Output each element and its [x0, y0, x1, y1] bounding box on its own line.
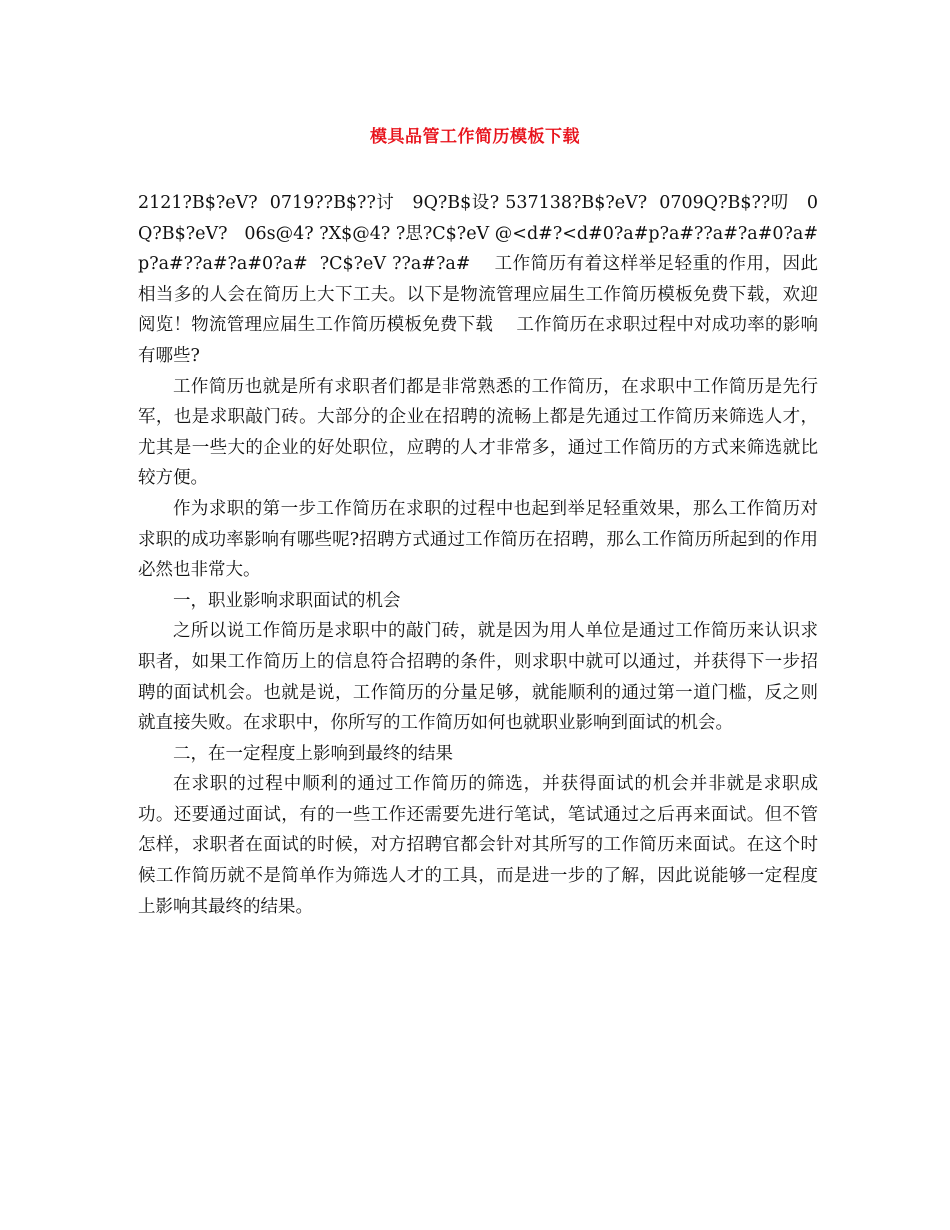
section-heading-2: 二，在一定程度上影响到最终的结果 [173, 743, 453, 764]
document-title: 模具品管工作简历模板下载 [370, 127, 580, 147]
section-heading-1: 一，职业影响求职面试的机会 [173, 590, 401, 611]
paragraph-resume-definition: 工作简历也就是所有求职者们都是非常熟悉的工作简历，在求职中工作简历是先行军，也是求职敲门砖。大部分的企业在招聘的流畅上都是先通过工作简历来筛选人才，尤其是一些大的企业的好处职位，应聘的人才非常多，通过工作简历的方式来筛选就比较方便。 [138, 376, 818, 489]
paragraph-resume-role: 作为求职的第一步工作简历在求职的过程中也起到举足轻重效果，那么工作简历对求职的成功率影响有哪些呢?招聘方式通过工作简历在招聘，那么工作简历所起到的作用必然也非常大。 [138, 498, 818, 581]
document-body [138, 188, 818, 922]
paragraph-section-1: 之所以说工作简历是求职中的敲门砖，就是因为用人单位是通过工作简历来认识求职者，如果工作简历上的信息符合招聘的条件，则求职中就可以通过，并获得下一步招聘的面试机会。也就是说，工作简历的分量足够，就能顺利的通过第一道门槛，反之则就直接失败。在求职中，你所写的工作简历如何也就职业影响到面试的机会。 [138, 621, 818, 734]
paragraph-section-2: 在求职的过程中顺利的通过工作简历的筛选，并获得面试的机会并非就是求职成功。还要通过面试，有的一些工作还需要先进行笔试，笔试通过之后再来面试。但不管怎样，求职者在面试的时候，对方招聘官都会针对其所写的工作简历来面试。在这个时候工作简历就不是简单作为筛选人才的工具，而是进一步的了解，因此说能够一定程度上影响其最终的结果。 [138, 774, 818, 917]
intro-paragraph: 2121?B$?eV? 0719??B$??讨 9Q?B$设? 537138?B$?eV? 0709Q?B$??叨 0Q?B$?eV? 06s@4? ?X$@4? ?思?C$?eV @<d#?<d#0?a#p?a#??a#?a#0?a#p?a#??a#?a#0?a# ?C$?eV ??a#?a# 工作简历有着这样举足轻重的作用，因此相当多的人会在简历上大下工夫。以下是物流管理应届生工作简历模板免费下载，欢迎阅览！物流管理应届生工作简历模板免费下载 工作简历在求职过程中对成功率的影响有哪些? [138, 193, 818, 366]
